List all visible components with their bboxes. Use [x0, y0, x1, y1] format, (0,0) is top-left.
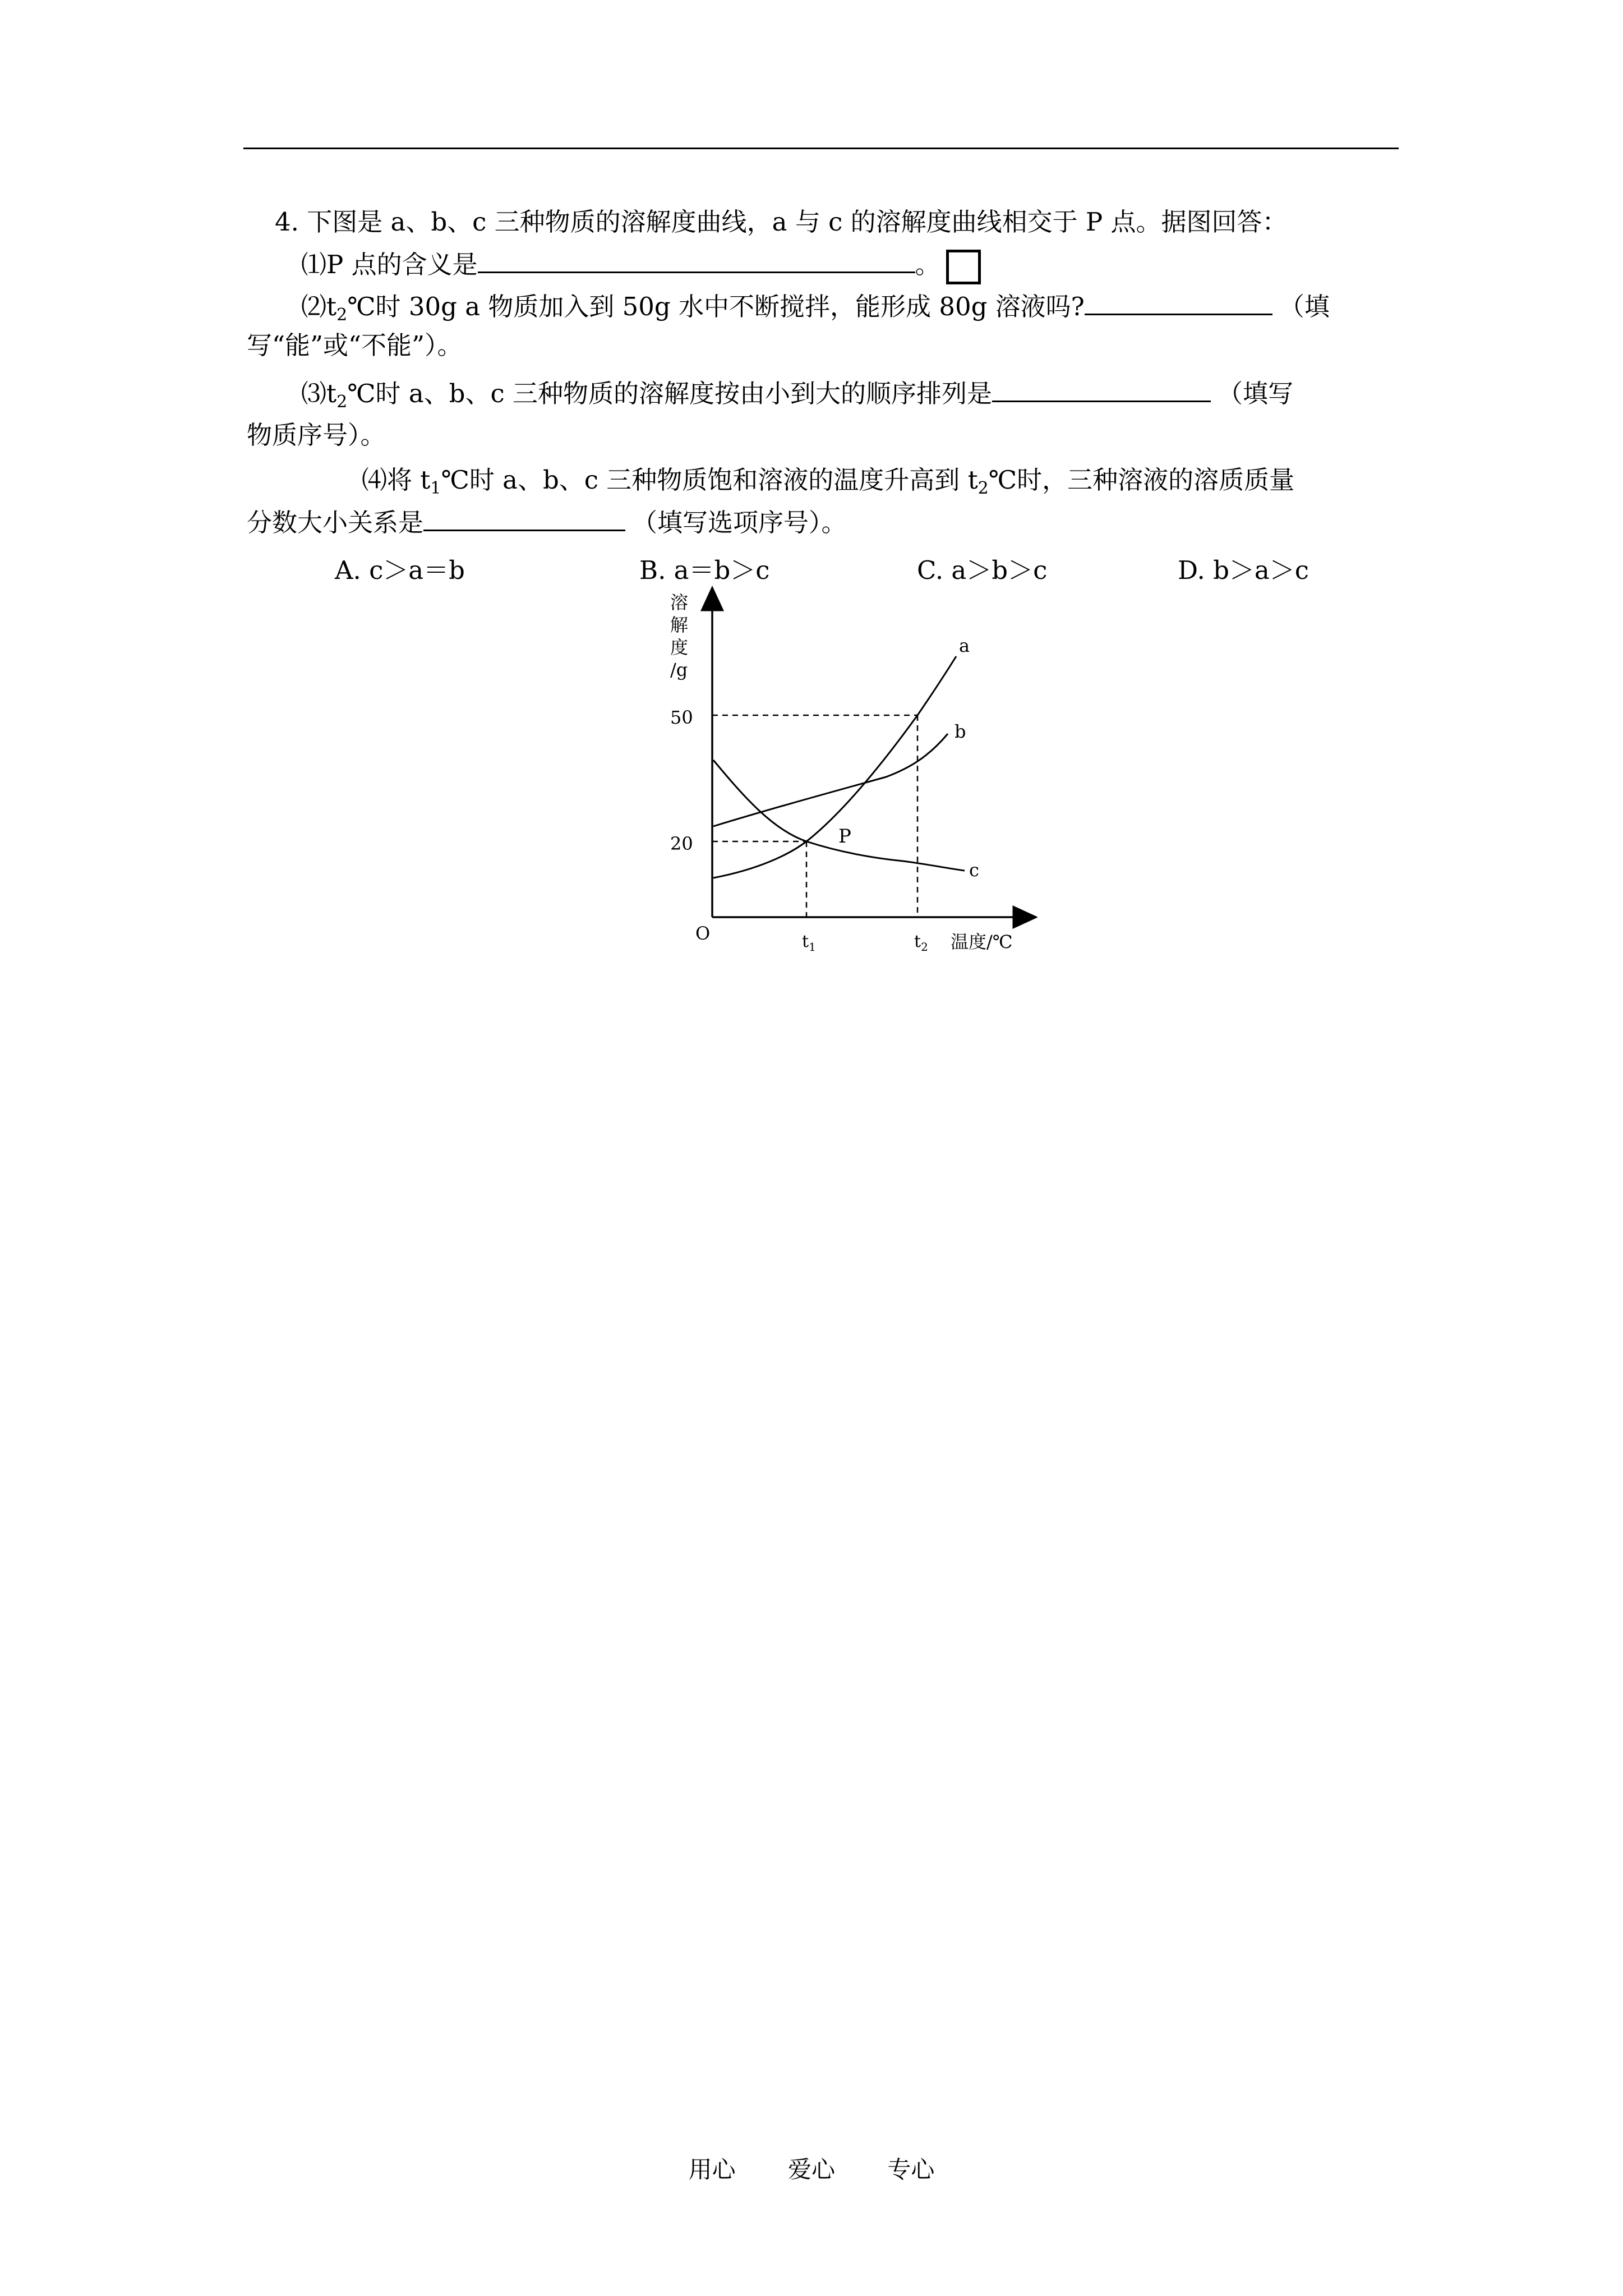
- footer: [0, 2151, 1623, 2185]
- question-intro: 4. 下图是 a、b、c 三种物质的溶解度曲线，a 与 c 的溶解度曲线相交于 P 点。据图回答：: [275, 207, 1288, 237]
- q3-answer-blank[interactable]: [992, 376, 1211, 402]
- ylabel-char-1: 溶: [670, 592, 689, 613]
- q3-text-a: ⑶t: [301, 379, 337, 408]
- question-2-line2: 写“能”或“不能”）。: [247, 330, 463, 360]
- q4-text-a: ⑷将 t: [362, 465, 431, 495]
- q4-answer-blank[interactable]: [423, 505, 625, 531]
- label-c: c: [969, 859, 979, 881]
- question-4-line2: [247, 505, 847, 540]
- option-b[interactable]: B. a＝b＞c: [639, 555, 770, 585]
- q2-text-a: ⑵t: [301, 292, 337, 321]
- xtick-t2: $t_2$: [914, 932, 928, 954]
- option-c[interactable]: C. a＞b＞c: [917, 555, 1048, 585]
- q4-line2-suffix: （填写选项序号）。: [632, 508, 847, 537]
- q1-suffix: 。: [915, 250, 940, 279]
- question-1: [301, 247, 981, 284]
- label-p: P: [838, 825, 851, 848]
- header-rule: [243, 148, 1399, 149]
- footer-item-3: 专心: [887, 2156, 935, 2183]
- q2-subscript: 2: [336, 305, 348, 325]
- q4-line2-prefix: 分数大小关系是: [247, 508, 424, 537]
- label-b: b: [955, 721, 966, 742]
- ytick-50: 50: [670, 707, 693, 728]
- ylabel-char-3: 度: [670, 637, 689, 658]
- question-3-line2: 物质序号）。: [247, 420, 386, 450]
- q4-text-b: ℃时 a、b、c 三种物质饱和溶液的温度升高到 t: [441, 465, 978, 495]
- q4-subscript-1: 1: [430, 478, 441, 498]
- option-a[interactable]: A. c＞a＝b: [335, 555, 465, 585]
- footer-item-2: 爱心: [787, 2156, 835, 2183]
- xlabel: 温度/℃: [951, 931, 1013, 953]
- xtick-t1: $t_1$: [802, 932, 816, 954]
- q3-suffix: （填写: [1217, 379, 1293, 408]
- q1-answer-blank[interactable]: [478, 247, 915, 273]
- question-4: [362, 463, 1294, 506]
- footer-item-1: 用心: [688, 2156, 736, 2183]
- q3-text-b: ℃时 a、b、c 三种物质的溶解度按由小到大的顺序排列是: [347, 379, 992, 408]
- label-a: a: [959, 635, 970, 656]
- solubility-curve-figure: [634, 583, 1038, 976]
- q3-subscript: 2: [336, 392, 348, 412]
- question-2: [301, 289, 1330, 333]
- curve-a: [713, 656, 956, 878]
- ylabel-char-4: /g: [670, 659, 688, 680]
- ytick-20: 20: [670, 833, 693, 854]
- question-3: [301, 376, 1293, 420]
- q2-answer-blank[interactable]: [1085, 289, 1272, 315]
- option-d[interactable]: D. b＞a＞c: [1178, 555, 1309, 585]
- curve-b: [713, 734, 948, 826]
- q2-text-b: ℃时 30g a 物质加入到 50g 水中不断搅拌，能形成 80g 溶液吗?: [347, 292, 1085, 321]
- origin-label: O: [695, 923, 711, 944]
- answer-box[interactable]: [946, 250, 981, 284]
- q4-subscript-2: 2: [978, 478, 989, 498]
- ylabel-char-2: 解: [670, 614, 689, 636]
- q4-text-c: ℃时，三种溶液的溶质质量: [988, 465, 1295, 495]
- q1-prefix: ⑴P 点的含义是: [301, 250, 478, 279]
- q2-suffix: （填: [1279, 292, 1330, 321]
